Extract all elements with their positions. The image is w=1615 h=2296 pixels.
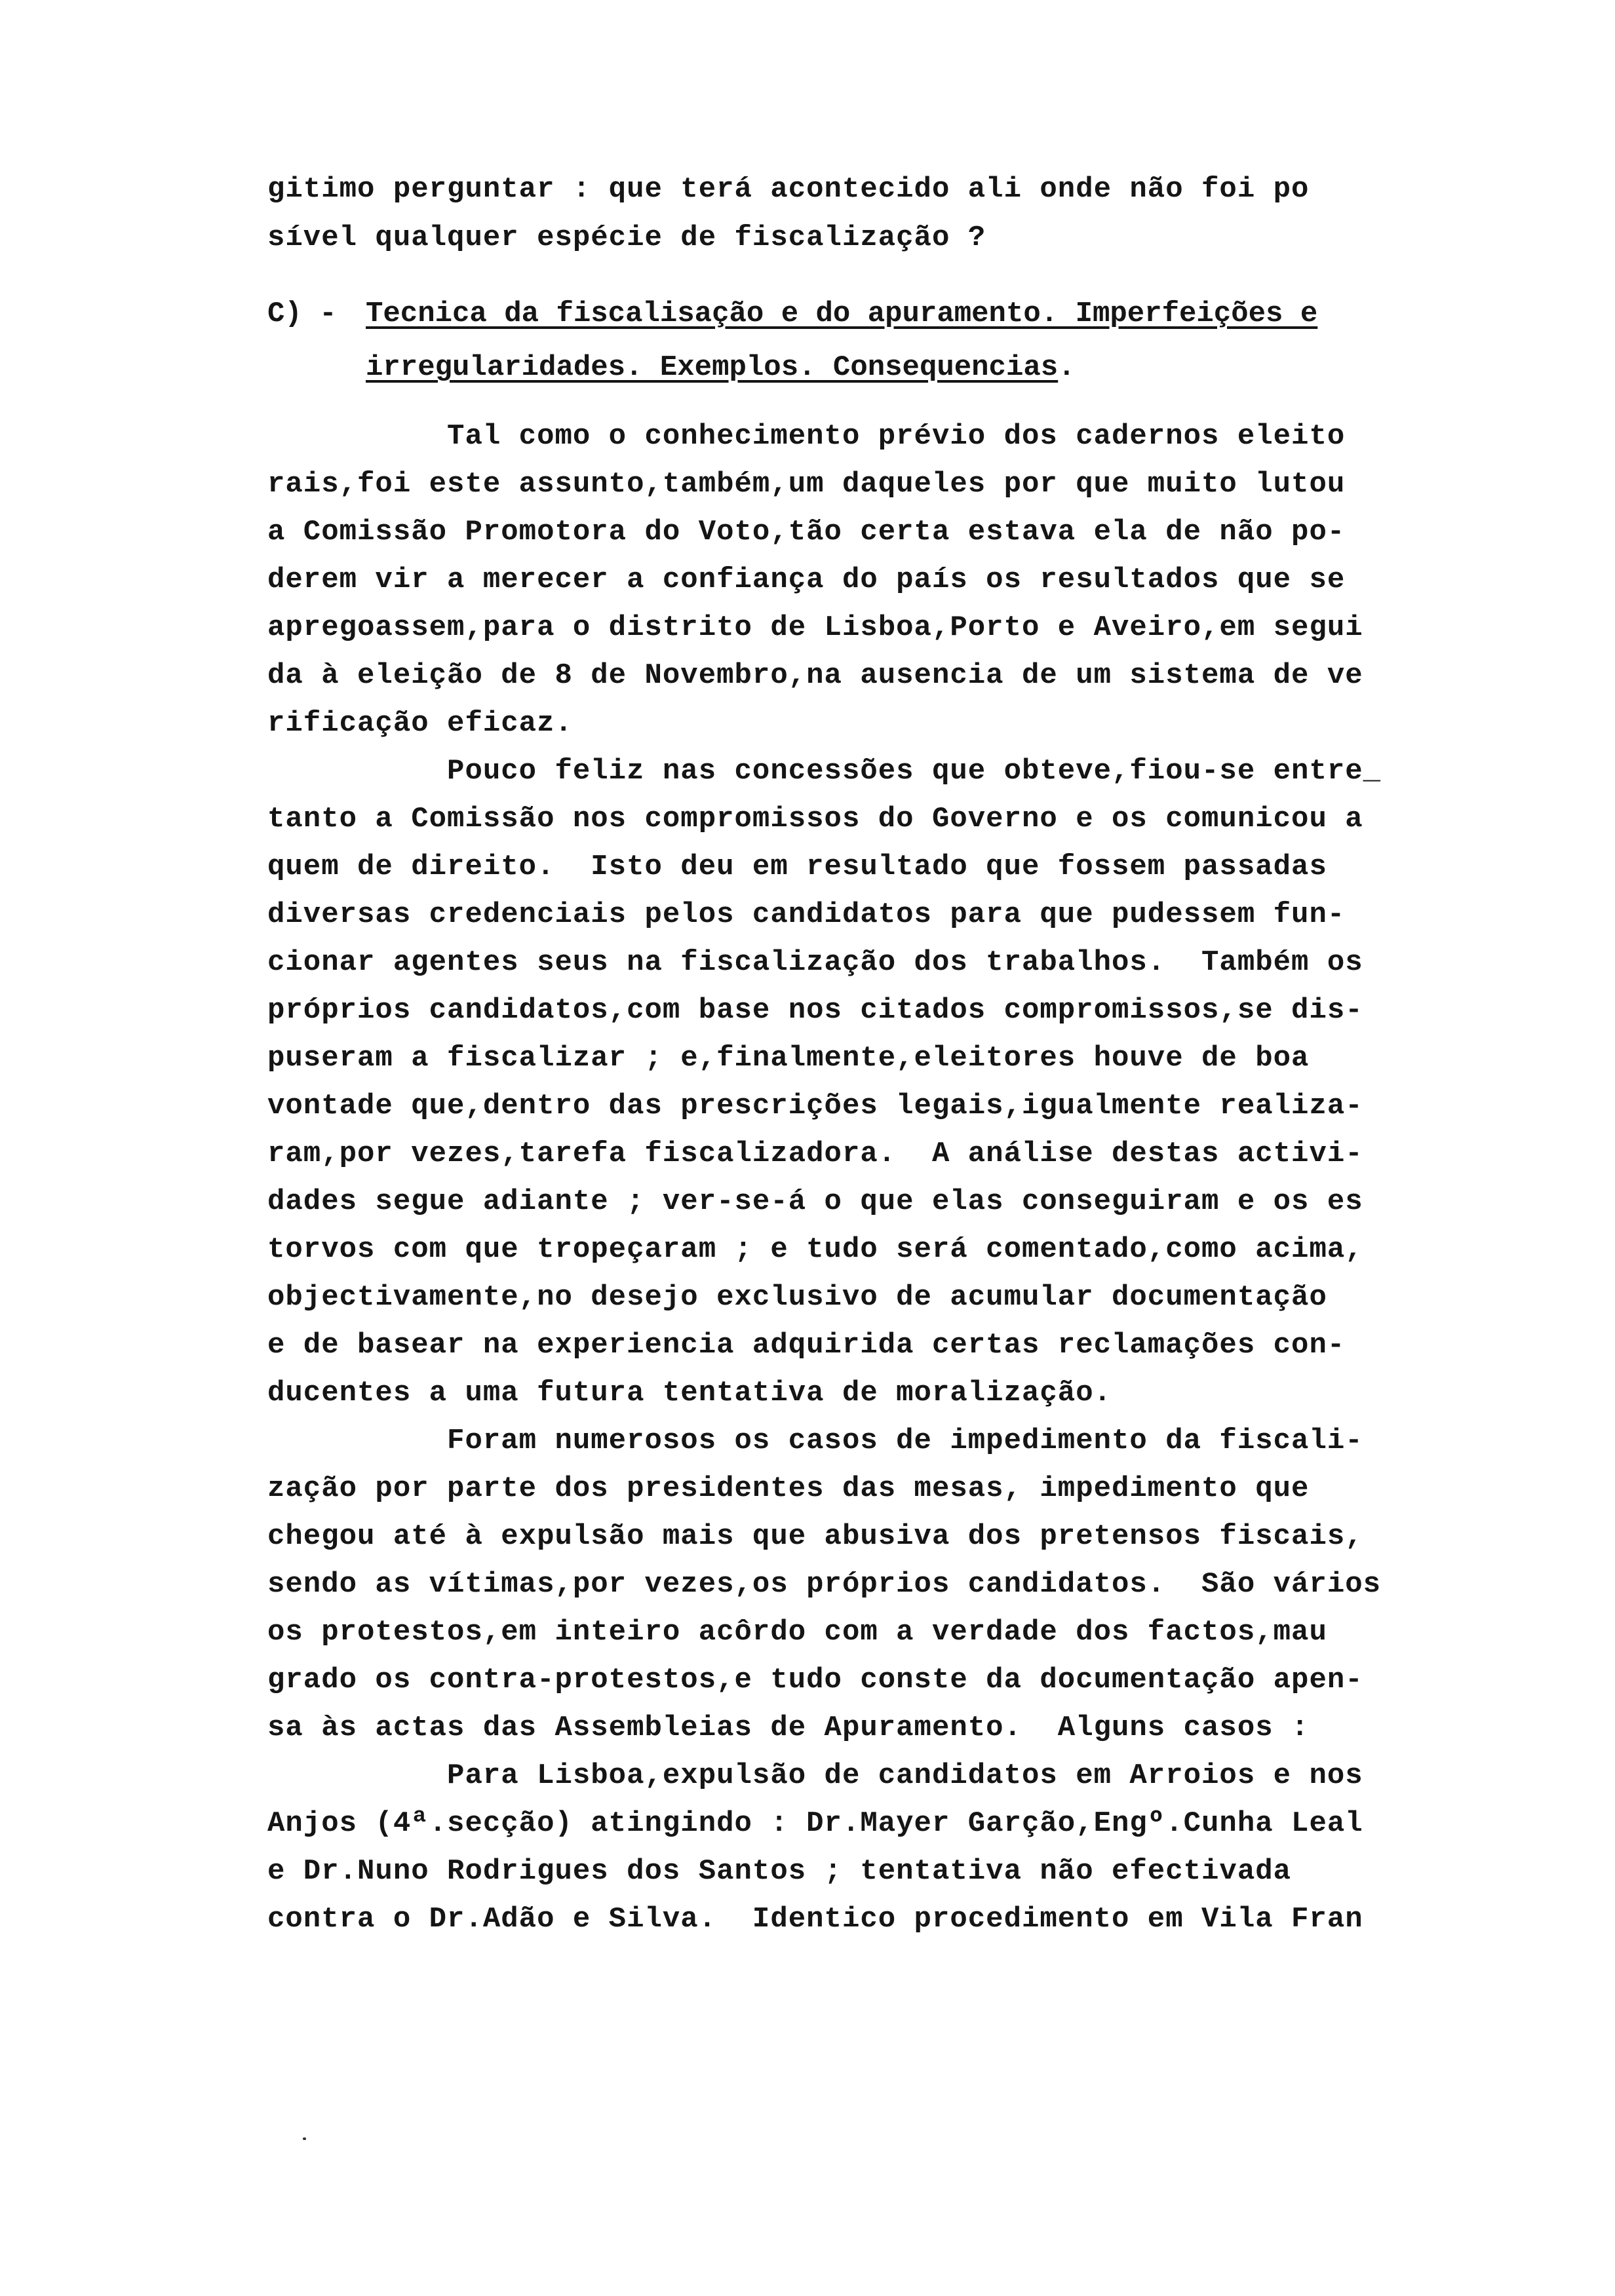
text-line: e de basear na experiencia adquirida certas reclamações con- [267,1329,1346,1362]
body-paragraphs [267,413,1460,1943]
text-line: puseram a fiscalizar ; e,finalmente,eleitores houve de boa [267,1042,1310,1075]
text-line: derem vir a merecer a confiança do país os resultados que se [267,564,1346,596]
text-line: ducentes a uma futura tentativa de moralização. [267,1377,1112,1409]
text-line: contra o Dr.Adão e Silva. Identico procedimento em Vila Fran [267,1903,1363,1936]
text-line: torvos com que tropeçaram ; e tudo será comentado,como acima, [267,1233,1363,1266]
text-line: grado os contra-protestos,e tudo conste da documentação apen- [267,1664,1363,1696]
text-line: rais,foi este assunto,também,um daqueles por que muito lutou [267,468,1346,501]
text-line: chegou até à expulsão mais que abusiva dos pretensos fiscais, [267,1520,1363,1553]
text-line: da à eleição de 8 de Novembro,na ausencia de um sistema de ve [267,659,1363,692]
intro-paragraph [267,165,1460,262]
ink-speck [303,2137,306,2140]
section-title-period: . [1058,351,1076,384]
text-line: rificação eficaz. [267,707,573,740]
text-line: Para Lisboa,expulsão de candidatos em Arroios e nos [267,1759,1363,1792]
text-line: Pouco feliz nas concessões que obteve,fiou-se entre_ [267,755,1382,788]
text-line: diversas credenciais pelos candidatos para que pudessem fun- [267,898,1346,931]
text-line: dades segue adiante ; ver-se-á o que elas conseguiram e os es [267,1185,1363,1218]
text-line: objectivamente,no desejo exclusivo de acumular documentação [267,1281,1327,1314]
section-marker: C) - [267,297,337,330]
text-line: apregoassem,para o distrito de Lisboa,Porto e Aveiro,em segui [267,611,1363,644]
text-line: e Dr.Nuno Rodrigues dos Santos ; tentativa não efectivada [267,1855,1292,1888]
text-line: quem de direito. Isto deu em resultado que fossem passadas [267,851,1327,883]
section-title-line-2: irregularidades. Exemplos. Consequencias [366,351,1059,384]
section-title-line-1: Tecnica da fiscalisação e do apuramento. Imperfeições e [366,297,1318,330]
text-line: tanto a Comissão nos compromissos do Governo e os comunicou a [267,803,1363,835]
text-line: os protestos,em inteiro acôrdo com a verdade dos factos,mau [267,1616,1327,1649]
section-heading [267,287,1317,394]
text-line: gitimo perguntar : que terá acontecido ali onde não foi po [267,173,1310,206]
text-line: zação por parte dos presidentes das mesas, impedimento que [267,1472,1310,1505]
text-line: sendo as vítimas,por vezes,os próprios candidatos. São vários [267,1568,1382,1601]
text-line: vontade que,dentro das prescrições legais,igualmente realiza- [267,1090,1363,1122]
text-line: ram,por vezes,tarefa fiscalizadora. A análise destas activi- [267,1138,1363,1170]
text-line: Anjos (4ª.secção) atingindo : Dr.Mayer Garção,Engº.Cunha Leal [267,1807,1363,1840]
text-line: Tal como o conhecimento prévio dos cadernos eleito [267,420,1346,453]
text-line: Foram numerosos os casos de impedimento da fiscali- [267,1425,1363,1457]
text-line: sível qualquer espécie de fiscalização ? [267,221,986,254]
text-line: a Comissão Promotora do Voto,tão certa estava ela de não po- [267,516,1346,548]
text-line: sa às actas das Assembleias de Apuramento. Alguns casos : [267,1712,1310,1744]
text-line: cionar agentes seus na fiscalização dos trabalhos. Também os [267,946,1363,979]
text-line: próprios candidatos,com base nos citados compromissos,se dis- [267,994,1363,1027]
